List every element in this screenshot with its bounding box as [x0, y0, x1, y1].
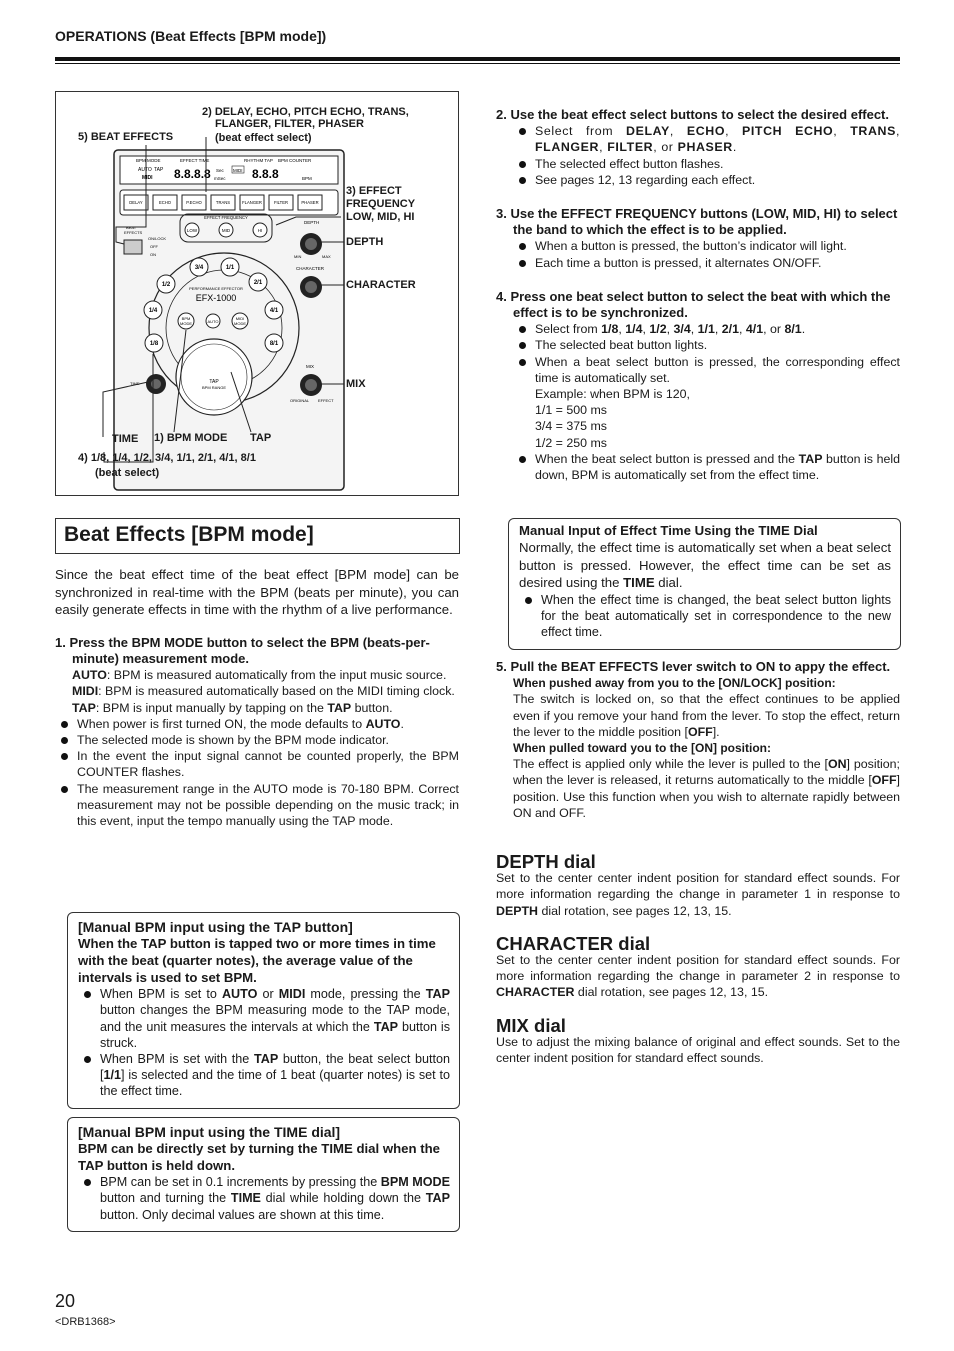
s2-k7: PHASER — [677, 140, 733, 155]
char-k: CHARACTER — [496, 985, 575, 1000]
s4-s6: , — [738, 322, 746, 337]
depth-paragraph — [496, 870, 900, 919]
fx-btn-delay: DELAY — [129, 200, 143, 205]
manual-effect-time-box — [508, 518, 901, 650]
s4-e3: 1/2 = 250 ms — [535, 435, 607, 450]
freq-btn-hi: HI — [257, 228, 263, 233]
list-item — [78, 986, 450, 1051]
time-b1d: button. Only decimal values are shown at this time. — [100, 1207, 385, 1222]
lbl-effect-time: EFFECT TIME — [180, 158, 210, 163]
step-1-body — [55, 667, 459, 716]
lbl-midi: MIDI — [142, 175, 153, 181]
list-item: When a button is pressed, the button’s indicator will light. — [513, 238, 900, 254]
s5-p2c: ] position. Use this function when you wish to alternate rapidly between ON and OFF. — [513, 773, 900, 820]
s2-s2: , — [725, 124, 743, 139]
tap-b1b: or — [257, 987, 279, 1002]
lbl-effect-frequency: EFFECT FREQUENCY — [204, 215, 248, 220]
lbl-sec: Sec — [216, 168, 224, 173]
lbl-bpm-counter: BPM COUNTER — [278, 158, 312, 163]
step1-midi-key: MIDI — [72, 684, 99, 699]
list-item: The selected beat button lights. — [513, 337, 900, 353]
intro-paragraph: Since the beat effect time of the beat effect [BPM mode] can be synchronized in real-time with the BPM (beats per minute), you can easily generate effects in time with the rhythm of a live performance. — [55, 567, 459, 618]
btn-auto: AUTO — [207, 319, 219, 324]
list-item: The selected mode is shown by the BPM mode indicator. — [55, 732, 459, 748]
display-digits-1: 8.8.8.8 — [174, 167, 211, 181]
lbl-time-knob: TIME — [130, 381, 140, 386]
callout-frequency-2: FREQUENCY — [346, 198, 416, 210]
manual-box-title: Manual Input of Effect Time Using the TIME Dial — [519, 523, 818, 538]
callout-time: TIME — [112, 433, 139, 445]
s5-p1a: The switch is locked on, so that the effect continues to be applied even if you remove your hand from the lever. To stop the effect, return the lever to the middle position [ — [513, 692, 900, 739]
lbl-depth-knob: DEPTH — [304, 220, 320, 225]
s2-k1: DELAY — [626, 124, 670, 139]
step-1-title: 1. Press the BPM MODE button to select the BPM (beats-per-minute) measurement mode. — [55, 634, 430, 666]
step-5-body — [496, 675, 900, 821]
callout-tap: TAP — [250, 432, 272, 444]
step1-auto-text: : BPM is measured automatically from the input music source. — [106, 668, 447, 683]
s4-k1: 1/8 — [601, 322, 619, 337]
btn-midi-mode-l1: MIDI — [235, 316, 245, 321]
time-box-title: [Manual BPM input using the TIME dial] — [78, 1124, 341, 1140]
s2-s5: , — [599, 140, 608, 155]
s4-s1: , — [618, 322, 626, 337]
s4-s5: , — [714, 322, 722, 337]
s4-k8: 8/1 — [784, 322, 802, 337]
step-2-title: 2. Use the beat effect select buttons to select the desired effect. — [496, 107, 890, 122]
step1-tap-key: TAP — [72, 700, 96, 715]
lbl-mix-knob: MIX — [306, 364, 315, 369]
callout-beat-effects: 5) BEAT EFFECTS — [78, 131, 174, 143]
header-rule — [55, 57, 900, 61]
lbl-bpm: BPM — [302, 176, 312, 181]
time-b1c: dial while holding down the — [260, 1191, 426, 1206]
manual-p-a: Normally, the effect time is automatically set when a beat select button is pressed. However, the effect time can be set as desired using the — [519, 540, 891, 591]
lbl-bpm-range: BPM RANGE — [201, 385, 227, 390]
tap-box-title: [Manual BPM input using the TAP button] — [78, 919, 353, 935]
list-item: In the event the input signal cannot be counted properly, the BPM COUNTER flashes. — [55, 748, 459, 780]
beat-8-1: 8/1 — [269, 341, 279, 347]
s2-b1a: Select from — [535, 124, 627, 139]
s4-k4: 3/4 — [673, 322, 691, 337]
s5-p2b: ] position; when the lever is released, it returns automatically to the middle [ — [513, 757, 901, 788]
beat-2-1: 2/1 — [253, 280, 263, 286]
s2-k4: TRANS — [850, 124, 896, 139]
callout-character: CHARACTER — [346, 279, 416, 291]
step5-heading-2: When pulled toward you to the [ON] position: — [513, 741, 771, 756]
lbl-auto: AUTO — [138, 167, 152, 173]
lbl-lever-beat: BEAT — [126, 225, 137, 230]
list-item — [513, 321, 900, 337]
step-1-bullets — [55, 716, 459, 829]
character-heading: CHARACTER dial — [496, 932, 651, 954]
s4-s3: , — [666, 322, 674, 337]
list-item: See pages 12, 13 regarding each effect. — [513, 172, 900, 188]
s2-s6: , or — [653, 140, 678, 155]
tap-b1d: button changes the BPM measuring mode to the TAP mode, and the unit measures the intervals at which the — [100, 1003, 450, 1034]
list-item: The measurement range in the AUTO mode is 70-180 BPM. Correct measurement may not be possible depending on the music track; in this event, input the tempo manually using the TAP mode. — [55, 781, 459, 830]
lbl-midi-badge: MIDI — [233, 168, 243, 173]
s4-e2: 3/4 = 375 ms — [535, 419, 607, 434]
callout-effect-select-1: 2) DELAY, ECHO, PITCH ECHO, TRANS, — [202, 106, 409, 118]
list-item — [513, 354, 900, 451]
list-item — [78, 1051, 450, 1100]
lbl-model: EFX-1000 — [195, 293, 237, 303]
s2-k3: PITCH ECHO — [742, 124, 834, 139]
s4-k7: 4/1 — [745, 322, 764, 337]
s4-e1: 1/1 = 500 ms — [535, 403, 607, 418]
time-b1k2: TIME — [230, 1191, 261, 1206]
callout-beat-select-2: (beat select) — [95, 467, 160, 479]
beat-1-4: 1/4 — [148, 308, 158, 314]
lbl-msec: mSec — [214, 176, 226, 181]
tap-b1k2: MIDI — [278, 987, 306, 1002]
depth-k: DEPTH — [496, 903, 538, 918]
step1-tap-text: : BPM is input manually by tapping on the — [95, 700, 328, 715]
beat-1-2: 1/2 — [161, 282, 171, 288]
s2-s3: , — [833, 124, 851, 139]
callout-mix: MIX — [346, 378, 366, 390]
time-b1b: button and turning the — [100, 1191, 231, 1206]
tap-b1k1: AUTO — [221, 987, 258, 1002]
left-column — [55, 566, 459, 829]
s4-s8: . — [801, 322, 806, 337]
tap-b2k2: 1/1 — [103, 1068, 122, 1083]
page-number: 20 — [55, 1291, 76, 1311]
manual-p-b: dial. — [654, 575, 683, 591]
tap-b1c: mode, pressing the — [305, 987, 426, 1002]
lbl-rhythm-tap: RHYTHM TAP — [244, 158, 273, 163]
fx-btn-filter: FILTER — [273, 200, 289, 205]
lbl-lever-on: ON — [150, 252, 156, 257]
time-b1a: BPM can be set in 0.1 increments by pressing the — [100, 1175, 381, 1190]
right-column-top — [496, 107, 900, 483]
list-item: Each time a button is pressed, it alternates ON/OFF. — [513, 255, 900, 271]
char-b: dial rotation, see pages 12, 13, 15. — [574, 985, 769, 1000]
btn-bpm-mode-l1: BPM — [181, 316, 191, 321]
tap-b1k4: TAP — [373, 1019, 399, 1034]
depth-b: dial rotation, see pages 12, 13, 15. — [538, 903, 732, 918]
callout-effect-select-2: FLANGER, FILTER, PHASER — [215, 118, 364, 130]
tap-b2a: When BPM is set with the — [100, 1052, 254, 1067]
time-b1k3: TAP — [425, 1191, 450, 1206]
list-item — [55, 716, 459, 732]
callout-frequency-3: LOW, MID, HI — [346, 211, 415, 223]
s5-p2k2: OFF — [871, 773, 897, 788]
list-item: The selected effect button flashes. — [513, 156, 900, 172]
callout-depth: DEPTH — [346, 236, 384, 248]
callout-effect-select-3: (beat effect select) — [215, 132, 312, 144]
callout-beat-select-1: 4) 1/8, 1/4, 1/2, 3/4, 1/1, 2/1, 4/1, 8/1 — [78, 452, 256, 464]
step5-para-1 — [513, 691, 900, 740]
freq-btn-mid: MID — [221, 228, 231, 233]
fx-btn-pecho: P.ECHO — [186, 200, 202, 205]
step5-heading-1: When pushed away from you to the [ON/LOCK] position: — [513, 676, 836, 691]
s4-k2: 1/4 — [625, 322, 643, 337]
step1-b1b: . — [400, 716, 404, 731]
page-header: OPERATIONS (Beat Effects [BPM mode]) — [55, 28, 327, 44]
lbl-lever-onlock: ON/LOCK — [148, 236, 167, 241]
step1-auto-key: AUTO — [72, 668, 107, 683]
beat-1-1: 1/1 — [225, 265, 235, 271]
s4-k5: 1/1 — [697, 322, 715, 337]
tap-b1a: When BPM is set to — [100, 987, 222, 1002]
section-title: Beat Effects [BPM mode] — [55, 518, 460, 554]
btn-midi-mode-l2: MODE — [234, 321, 246, 326]
s4-b4a: When the beat select button is pressed and the — [535, 451, 799, 466]
tap-b2b: button, the beat select button [ — [100, 1052, 450, 1083]
manual-p-k: TIME — [623, 575, 655, 591]
beat-1-8: 1/8 — [149, 341, 159, 347]
fx-btn-phaser: PHASER — [301, 200, 319, 205]
fx-btn-trans: TRANS — [215, 200, 231, 205]
depth-heading: DEPTH dial — [496, 851, 596, 873]
beat-4-1: 4/1 — [269, 308, 279, 314]
tap-b1e: button is struck. — [100, 1019, 451, 1050]
mix-paragraph: Use to adjust the mixing balance of original and effect sounds. Set to the center indent position for standard effect sounds. — [496, 1034, 900, 1066]
lbl-mix-effect: EFFECT — [318, 398, 334, 403]
lbl-depth-min: MIN — [294, 254, 302, 259]
depth-a: Set to the center center indent position for standard effect sounds. For more information regarding the change in parameter 1 in response to — [496, 871, 900, 902]
s5-p2a: The effect is applied only while the lever is pulled to the [ — [513, 757, 828, 772]
tap-b1k3: TAP — [425, 987, 450, 1002]
step5-para-2 — [513, 756, 900, 821]
freq-btn-low: LOW — [186, 228, 198, 233]
s4-s2: , — [642, 322, 650, 337]
s2-k6: FILTER — [607, 140, 654, 155]
step-3-title: 3. Use the EFFECT FREQUENCY buttons (LOW, MID, HI) to select the band to which the effect is to be applied. — [496, 206, 898, 238]
step1-tap-text2: button. — [351, 700, 393, 715]
lbl-mix-original: ORIGINAL — [290, 398, 310, 403]
step-4-title: 4. Press one beat select button to select the beat with which the effect is to be synchronized. — [496, 288, 891, 321]
beat-3-4: 3/4 — [194, 265, 204, 271]
s4-b3: When a beat select button is pressed, the corresponding effect time is automatically set. — [535, 354, 900, 385]
s5-p2k1: ON — [827, 757, 847, 772]
list-item — [78, 1174, 450, 1223]
lbl-bpm-mode: BPM MODE — [136, 158, 161, 163]
fx-btn-flanger: FLANGER — [242, 200, 262, 205]
header-rule-thin — [55, 63, 900, 64]
s2-k5: FLANGER — [535, 140, 600, 155]
callout-bpm-mode: 1) BPM MODE — [154, 432, 228, 444]
time-box-lead: BPM can be directly set by turning the TIME dial when the TAP button is held down. — [78, 1141, 440, 1174]
list-item — [513, 123, 900, 155]
s4-example: Example: when BPM is 120, — [535, 387, 690, 402]
step1-b1k: AUTO — [365, 716, 401, 731]
s4-b4b: button is held down, BPM is automatically set from the effect time. — [535, 451, 901, 483]
step1-midi-text: : BPM is measured automatically based on the MIDI timing clock. — [98, 684, 455, 699]
time-b1k1: BPM MODE — [380, 1175, 451, 1190]
list-item — [513, 451, 900, 483]
tap-box-lead: When the TAP button is tapped two or more times in time with the beat (quarter notes), the average value of the intervals is used to set BPM. — [78, 936, 436, 986]
btn-bpm-mode-l2: MODE — [180, 321, 192, 326]
step1-tap-key2: TAP — [327, 700, 352, 715]
list-item: When the effect time is changed, the beat select button lights for the beat automatically set in correspondence to the new effect time. — [519, 592, 891, 641]
s2-k2: ECHO — [686, 124, 726, 139]
s4-k6: 2/1 — [721, 322, 739, 337]
mix-heading: MIX dial — [496, 1014, 566, 1036]
lbl-lever-effects: EFFECTS — [124, 230, 143, 235]
s4-b4k: TAP — [798, 451, 823, 466]
time-dial-box — [67, 1117, 460, 1232]
lbl-brand: PERFORMANCE EFFECTOR — [189, 286, 243, 291]
document-code: <DRB1368> — [55, 1316, 116, 1328]
s2-s4: , — [895, 124, 900, 139]
s2-s1: , — [669, 124, 687, 139]
fx-btn-echo: ECHO — [158, 200, 172, 205]
s5-p1k: OFF — [687, 724, 713, 739]
tap-button-box — [67, 912, 460, 1109]
lbl-character-knob: CHARACTER — [296, 266, 325, 271]
char-a: Set to the center center indent position for standard effect sounds. For more information regarding the change in parameter 2 in response to — [496, 953, 900, 984]
display-digits-2: 8.8.8 — [252, 167, 279, 181]
s4-b1a: Select from — [535, 322, 602, 337]
lbl-tap-pad: TAP — [209, 379, 219, 385]
s4-s7: , or — [763, 322, 785, 337]
character-paragraph — [496, 952, 900, 1001]
s4-k3: 1/2 — [649, 322, 667, 337]
s5-p1b: ]. — [712, 724, 720, 739]
lbl-lever-off: OFF — [150, 244, 158, 249]
lbl-depth-max: MAX — [322, 254, 331, 259]
s4-s4: , — [690, 322, 698, 337]
tap-b2c: ] is selected and the time of 1 beat (quarter notes) is set to the effect time. — [100, 1068, 450, 1099]
lbl-tap-small: TAP — [154, 167, 164, 173]
callout-frequency-1: 3) EFFECT — [346, 185, 402, 197]
device-figure — [55, 91, 459, 496]
manual-box-paragraph — [519, 539, 891, 592]
right-column-bottom — [496, 659, 900, 1066]
step1-b1a: When power is first turned ON, the mode defaults to — [77, 716, 366, 731]
s2-s7: . — [732, 140, 737, 155]
step-5-title: 5. Pull the BEAT EFFECTS lever switch to ON to appy the effect. — [496, 659, 891, 674]
tap-b2k1: TAP — [253, 1052, 279, 1067]
